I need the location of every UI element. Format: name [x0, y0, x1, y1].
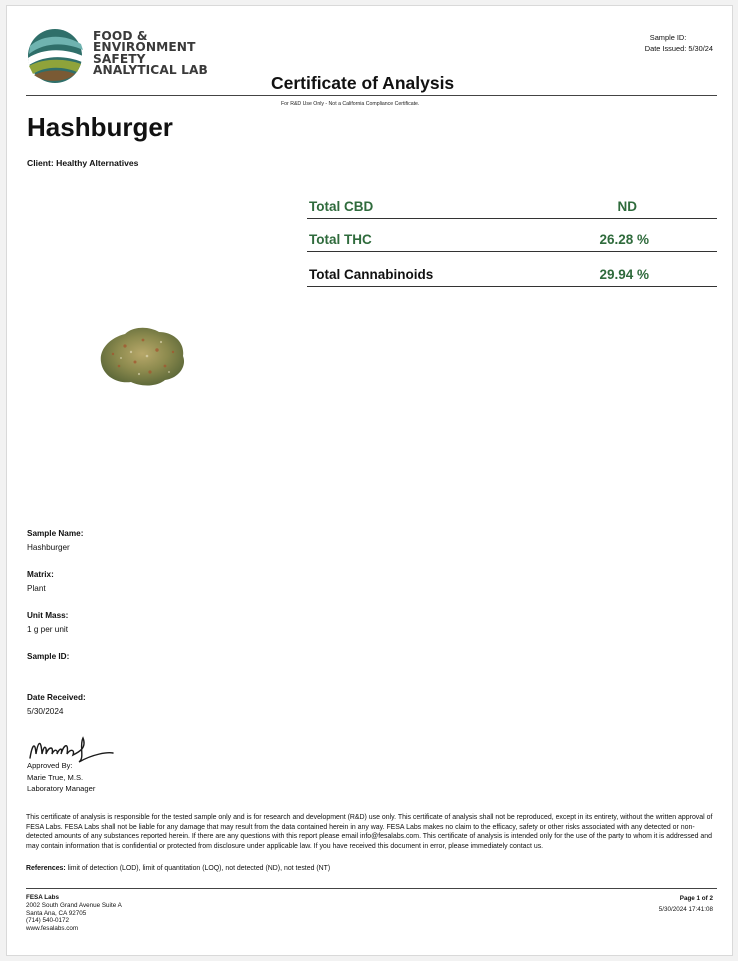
lab-name-line: FOOD &: [93, 29, 148, 43]
summary-value: ND: [617, 199, 637, 214]
footer-divider: [26, 888, 717, 889]
unit-mass-value: 1 g per unit: [27, 625, 68, 634]
sample-id-field-label: Sample ID:: [27, 652, 70, 661]
date-issued-value: 5/30/24: [688, 44, 713, 53]
client-value: Healthy Alternatives: [56, 158, 139, 168]
unit-mass-field: [27, 611, 68, 634]
summary-row-total: [307, 253, 717, 287]
summary-label: Total THC: [309, 232, 372, 247]
sample-name-value: Hashburger: [27, 543, 70, 552]
footer-address-line: 2002 South Grand Avenue Suite A: [26, 901, 122, 909]
date-issued: [645, 43, 713, 54]
unit-mass-label: Unit Mass:: [27, 611, 69, 620]
lab-name: [93, 31, 208, 77]
references: [26, 865, 330, 872]
approval-block: [27, 760, 95, 795]
approver-title: Laboratory Manager: [27, 784, 96, 794]
references-text: limit of detection (LOD), limit of quantitation (LOQ), not detected (ND), not tested (NT): [67, 865, 331, 872]
footer-timestamp: 5/30/2024 17:41:08: [658, 905, 713, 913]
footer-website: www.fesalabs.com: [26, 925, 79, 933]
sample-name-field: [27, 529, 83, 552]
lab-name-line: ENVIRONMENT: [93, 40, 196, 55]
approved-by-label: Approved By:: [27, 761, 73, 770]
lab-name-line: ANALYTICAL LAB: [93, 63, 208, 78]
footer-page-info: [659, 894, 713, 915]
date-received-value: 5/30/2024: [27, 707, 64, 716]
matrix-field: [27, 570, 54, 593]
header-meta: [645, 32, 713, 54]
page-number: Page 1 of 2: [679, 895, 713, 902]
summary-row-cbd: [307, 185, 717, 219]
footer-company: FESA Labs: [26, 894, 60, 901]
sample-id-header: [645, 32, 713, 43]
matrix-value: Plant: [27, 584, 46, 593]
approver-name: Marie True, M.S.: [27, 772, 84, 782]
product-name: Hashburger: [27, 112, 173, 142]
date-received-field: [27, 693, 86, 716]
summary-row-thc: [307, 218, 717, 252]
sample-id-label: Sample ID:: [649, 33, 687, 42]
client-line: [27, 158, 138, 168]
document-title: Certificate of Analysis: [271, 73, 455, 93]
lab-name-line: SAFETY: [93, 51, 146, 66]
certificate-page: [6, 5, 733, 956]
summary-value: 29.94 %: [599, 267, 649, 282]
disclaimer-text: This certificate of analysis is responsible for the tested sample only and is for research and development (R&D) use only. This certificate of analysis shall not be reproduced, except in its entirety, without the written approval of FESA Labs. FESA Labs shall not be liable for any damage that may result from the data contained herein in any way. FESA Labs makes no claim to the efficacy, safety or other risks associated with any detected or non-detected amounts of any substances reported herein. If there are any questions with this report please email info@fesalabs.com. This certificate of analysis is intended only for the use of the party to whom it is addressed and may contain information that is confidential or protected from disclosure under applicable law. If you have received this document in error, please immediately contact us.: [26, 814, 713, 850]
lab-logo-icon: [25, 28, 85, 84]
header-divider: [26, 95, 717, 96]
date-issued-label: Date Issued:: [644, 44, 687, 53]
summary-value: 26.28 %: [599, 232, 649, 247]
rnd-note: For R&D Use Only - Not a California Compliance Certificate.: [281, 101, 420, 107]
footer-phone: (714) 540-0172: [26, 917, 70, 925]
summary-label: Total CBD: [309, 199, 374, 214]
sample-name-label: Sample Name:: [27, 529, 84, 538]
footer-address-line: Santa Ana, CA 92705: [26, 909, 87, 917]
matrix-label: Matrix:: [27, 570, 54, 579]
footer-address: [26, 894, 122, 933]
references-label: References:: [26, 865, 66, 872]
summary-label: Total Cannabinoids: [309, 267, 434, 282]
client-label: Client:: [27, 158, 54, 168]
sample-id-field: [27, 652, 69, 666]
date-received-label: Date Received:: [27, 693, 86, 702]
sample-flower-image: [95, 322, 189, 388]
